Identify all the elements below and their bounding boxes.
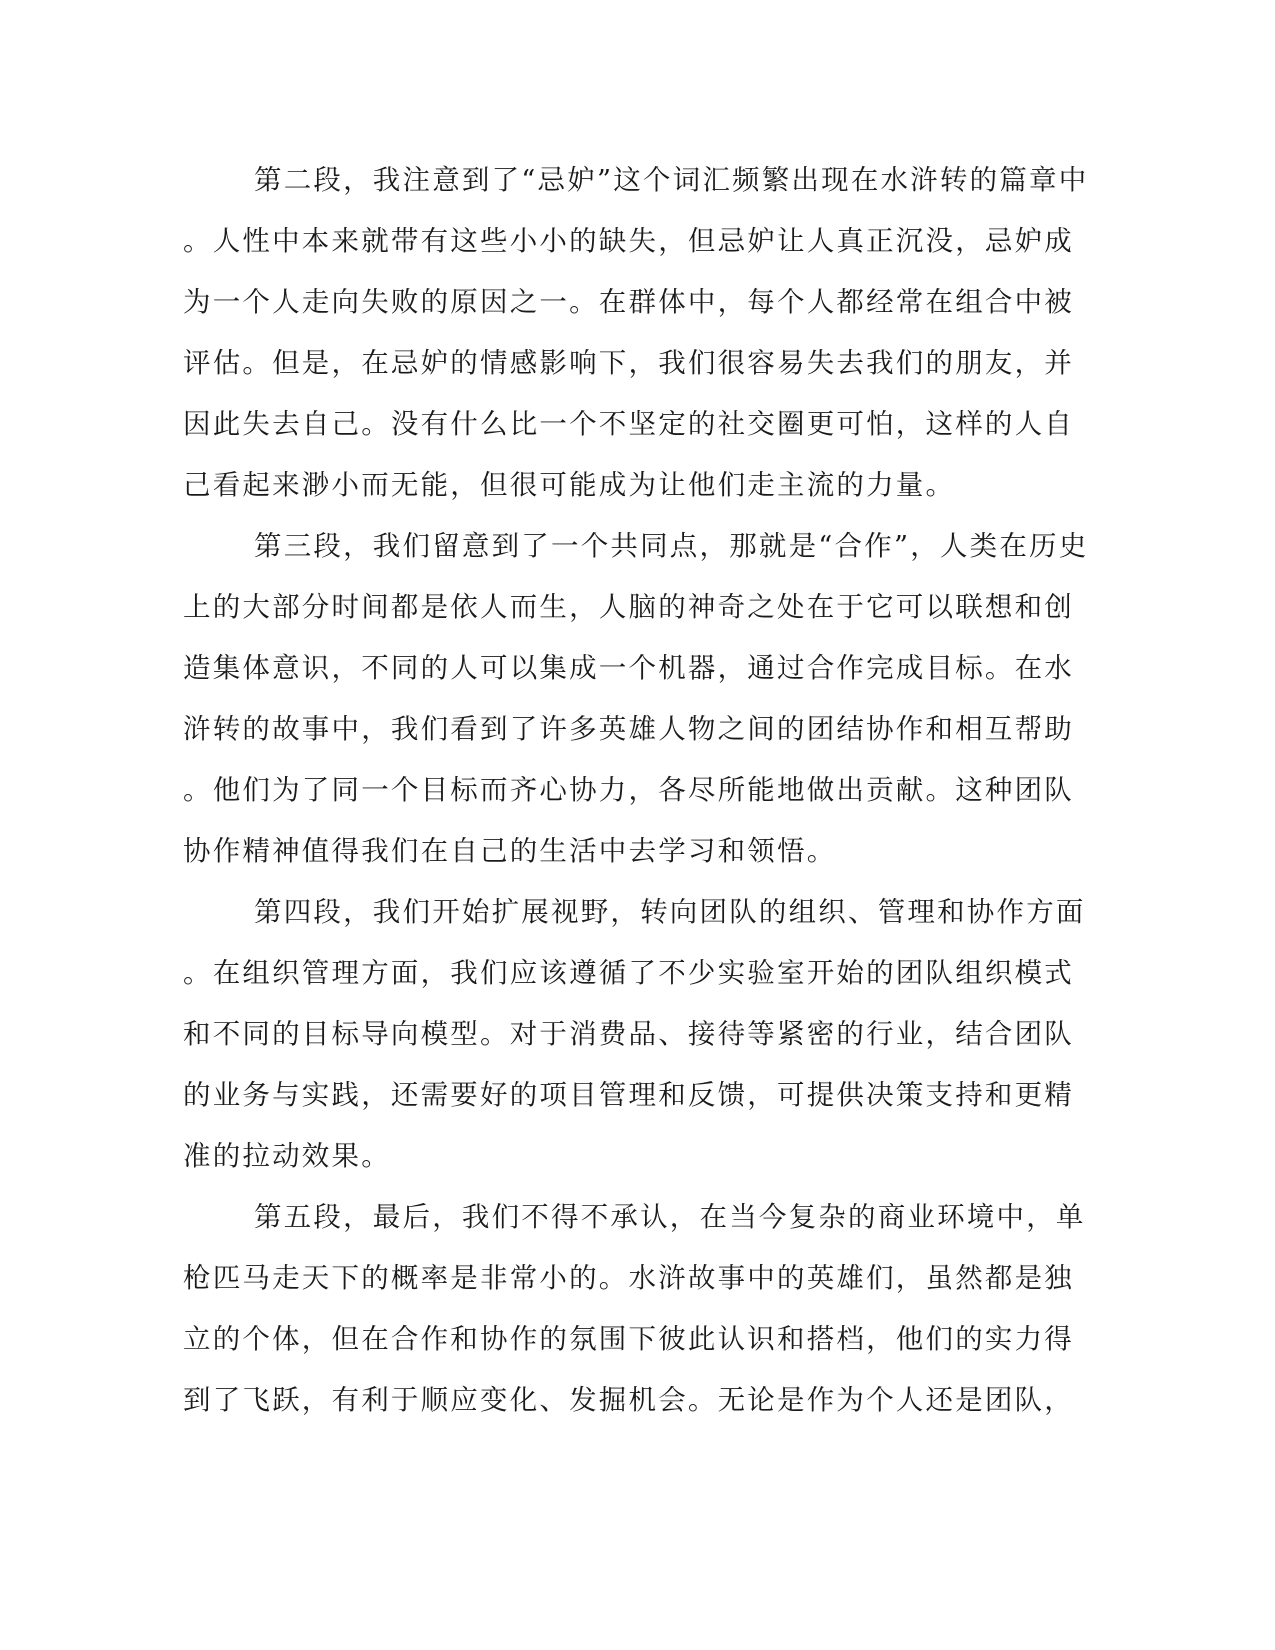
- paragraph-5-line-2: 枪匹马走天下的概率是非常小的。水浒故事中的英雄们，虽然都是独: [183, 1262, 1074, 1294]
- paragraph-4-line-2: 。在组织管理方面，我们应该遵循了不少实验室开始的团队组织模式: [183, 957, 1074, 989]
- paragraph-3-line-2: 上的大部分时间都是依人而生，人脑的神奇之处在于它可以联想和创: [183, 591, 1074, 623]
- paragraph-3-line-3: 造集体意识，不同的人可以集成一个机器，通过合作完成目标。在水: [183, 652, 1074, 684]
- paragraph-3-line-6: 协作精神值得我们在自己的生活中去学习和领悟。: [183, 835, 837, 867]
- paragraph-4-line-1: 第四段，我们开始扩展视野，转向团队的组织、管理和协作方面: [254, 896, 1086, 928]
- paragraph-4-line-4: 的业务与实践，还需要好的项目管理和反馈，可提供决策支持和更精: [183, 1079, 1074, 1111]
- paragraph-3-line-1: 第三段，我们留意到了一个共同点，那就是“合作”，人类在历史: [254, 530, 1089, 562]
- paragraph-2-line-6: 己看起来渺小而无能，但很可能成为让他们走主流的力量。: [183, 469, 956, 501]
- paragraph-4-line-5: 准的拉动效果。: [183, 1140, 391, 1172]
- paragraph-2-line-1: 第二段，我注意到了“忌妒”这个词汇频繁出现在水浒转的篇章中: [254, 164, 1089, 196]
- paragraph-4-line-3: 和不同的目标导向模型。对于消费品、接待等紧密的行业，结合团队: [183, 1018, 1074, 1050]
- paragraph-5-line-4: 到了飞跃，有利于顺应变化、发掘机会。无论是作为个人还是团队，: [183, 1384, 1074, 1416]
- document-body: [183, 150, 1089, 1431]
- paragraph-3-line-5: 。他们为了同一个目标而齐心协力，各尽所能地做出贡献。这种团队: [183, 774, 1074, 806]
- paragraph-5-line-3: 立的个体，但在合作和协作的氛围下彼此认识和搭档，他们的实力得: [183, 1323, 1074, 1355]
- paragraph-2-line-4: 评估。但是，在忌妒的情感影响下，我们很容易失去我们的朋友，并: [183, 347, 1074, 379]
- paragraph-2-line-2: 。人性中本来就带有这些小小的缺失，但忌妒让人真正沉没，忌妒成: [183, 225, 1074, 257]
- paragraph-2-line-5: 因此失去自己。没有什么比一个不坚定的社交圈更可怕，这样的人自: [183, 408, 1074, 440]
- paragraph-2-line-3: 为一个人走向失败的原因之一。在群体中，每个人都经常在组合中被: [183, 286, 1074, 318]
- paragraph-3-line-4: 浒转的故事中，我们看到了许多英雄人物之间的团结协作和相互帮助: [183, 713, 1074, 745]
- paragraph-5-line-1: 第五段，最后，我们不得不承认，在当今复杂的商业环境中，单: [254, 1201, 1086, 1233]
